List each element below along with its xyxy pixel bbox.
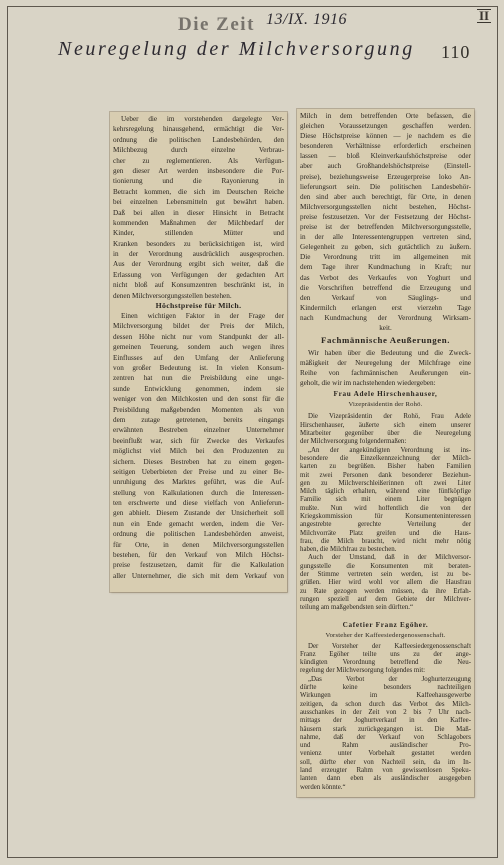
article-paragraph xyxy=(300,111,471,333)
right-column-clipping xyxy=(297,109,474,797)
article-line: dürfte keine besonders nachteiligen xyxy=(300,684,471,692)
article-line: die Vorschriften betreffend die Erzeugung und xyxy=(300,283,471,292)
article-line: preise festzusetzen. Vor der Festsetzung der Höchst- xyxy=(300,212,471,221)
section-heading-price-caps: Höchstpreise für Milch. xyxy=(155,301,242,311)
article-line: zeitigen, da schon durch das Verbot des Milch- xyxy=(300,700,471,708)
article-line: dessen Höhe nicht nur vom Standpunkt der all- xyxy=(113,332,284,341)
article-line: nicht bloß auf Konsumzentren beschränkt ist, in xyxy=(113,281,284,290)
article-line: nach Kundmachung der Verordnung Wirksam- xyxy=(300,313,471,322)
article-line: dem Tage ihrer Kundmachung in Kraft; nur xyxy=(300,263,471,272)
article-line: aber auch Großhandelshöchstpreise (Einstell- xyxy=(300,162,471,171)
handwritten-date: 13/IX. 1916 xyxy=(266,11,348,28)
article-line: ordnung die politischen Landesbehörden anweist, xyxy=(113,530,284,539)
article-line: Wirkungen im Kaffeehausgewerbe xyxy=(300,692,471,700)
article-line: unruhigung des Marktes geführt, was die Auf- xyxy=(113,478,284,487)
right-intro-text xyxy=(300,348,471,388)
article-line: gungsstelle die Konsumenten mit beraten- xyxy=(300,562,471,570)
article-line: dem zutage getretenen, bereits eingangs xyxy=(113,415,284,424)
article-line: Aus der Verordnung ergibt sich weiter, daß die xyxy=(113,260,284,269)
article-line: häusern stark zurückgegangen ist. Die Maß- xyxy=(300,725,471,733)
article-line: den sind aber auch berechtigt, für Orte, in denen xyxy=(300,192,471,201)
article-line: besonderen Verhältnisse erforderlich erscheinen xyxy=(300,142,471,151)
statement-author-name: Cafetier Franz Egöher. xyxy=(342,620,429,629)
article-line: angestrebte gerechte Verteilung der xyxy=(300,521,471,529)
article-paragraph xyxy=(300,413,471,446)
article-line: Ueber die im vorstehenden dargelegte Ver- xyxy=(121,115,284,123)
article-line: Milchvorräte Platz greifen und die Haus- xyxy=(300,529,471,537)
article-line: sichern. Dieses Bestreben hat zu einem gegen- xyxy=(113,457,284,466)
statement-author-name: Frau Adele Hirschenhauser, xyxy=(333,390,438,399)
article-line: bei einzelnen Lebensmitteln gut bewährt haben. xyxy=(113,198,284,207)
article-line: kehrsregelung hinausgehend, ermächtigt die Ver- xyxy=(113,125,284,134)
article-line: lanten dann eben als ausländischer ausgegeben xyxy=(300,775,471,783)
newspaper-stamp: Die Zeit xyxy=(178,14,255,35)
article-line: Kinder, stillenden Mütter und xyxy=(113,229,284,238)
article-line: und Rahm ausländischer Pro- xyxy=(300,742,471,750)
article-line: ausschankes in der Zeit von 2 bis 7 Uhr nach- xyxy=(300,708,471,716)
article-line: gleichen Voraussetzungen geschaffen werden. xyxy=(300,122,471,131)
article-line: stellung von Kalkulationen durch die Interessen- xyxy=(113,488,284,497)
handwritten-title: Neuregelung der Milchversorgung xyxy=(58,38,415,60)
statement-author-role: Vorsteher der Kaffeesiedergenossenschaft. xyxy=(325,631,446,639)
article-line: Erlassung von Verfügungen der gedachten Art xyxy=(113,270,284,279)
statement-text xyxy=(300,643,471,792)
article-line: cher zu reglementieren. Als Verfügun- xyxy=(113,156,284,165)
article-line: kommenden Maßnahmen der Milchbedarf der xyxy=(113,218,284,227)
article-line: der Milchversorgung folgendermaßen: xyxy=(300,438,407,446)
article-line: mit zwei Personen dank besonderer Beziehun- xyxy=(300,471,471,479)
article-line: seitigen Ueberbieten der Preise und zu einer Be- xyxy=(113,467,284,476)
article-line: gen zu Milchverschleißerinnen oft zwei Liter xyxy=(300,479,471,487)
article-line: lassen — bloß Kleinverkaufshöchstpreise oder xyxy=(300,152,471,161)
article-line: teilung am maßgebendsten sein dürften.“ xyxy=(300,604,414,612)
article-line: möglichst viel Milch bei den Produzenten zu xyxy=(113,447,284,456)
article-line: für Orte, in denen Milchversorgungsstellen xyxy=(113,540,284,549)
article-line: Diese Höchstpreise können — je nachdem es die xyxy=(300,132,471,141)
article-line: bestehen, für den Verkauf von Milch Höchst- xyxy=(113,551,284,560)
article-line: keit. xyxy=(379,323,392,332)
article-line: erwähnten Bestreben einzelner Unternehmer xyxy=(113,426,284,435)
article-line: Daß bei allen in dieser Hinsicht in Betracht xyxy=(113,208,284,217)
article-line: gen dieser Art werden insbesondere die Por- xyxy=(113,166,284,175)
article-line: soll, dürfte eher von Nachteil sein, da im In- xyxy=(300,758,471,766)
article-line: preise ist der betreffenden Milchversorgungsstelle, xyxy=(300,223,471,232)
article-line: Franz Egöher teilte uns zu der ange- xyxy=(300,650,471,658)
volume-mark: II xyxy=(479,8,490,23)
article-line: Wir haben über die Bedeutung und die Zweck- xyxy=(308,349,471,358)
article-line: Betracht kommen, die sich im Deutschen Reiche xyxy=(113,187,284,196)
article-line: preise festzusetzen, damit für die Kalkulation xyxy=(113,561,284,570)
article-paragraph xyxy=(300,348,471,388)
article-line: zu Rate gezogen werden müssen, da ihre Erfah- xyxy=(300,587,471,595)
article-line: zentren hat nun die Preisbildung eine unge- xyxy=(113,374,284,383)
article-line: rungen speziell auf dem Gebiete der Milchver- xyxy=(300,595,471,603)
article-line: Mitarbeiter gegenüber über die Neuregelung xyxy=(300,430,471,438)
article-line: grüßen. Hier wird wohl vor allem die Hausfrau xyxy=(300,579,471,587)
article-line: „An der angekündigten Verordnung ist ins- xyxy=(308,446,471,454)
article-line: ten erschwerte und diese vielfach von Anlieferun- xyxy=(113,499,284,508)
article-line: venienz unter Vorbehalt gestattet werden xyxy=(300,750,471,758)
article-line: Kindermilch erlangen erst vierzehn Tage xyxy=(300,303,471,312)
article-line: ordnung die politischen Landesbehörden, den xyxy=(113,135,284,144)
left-column-clipping xyxy=(110,112,287,592)
article-line: Der Vorsteher der Kaffeesiedergenossenschaft xyxy=(308,642,471,650)
article-line: Einen wichtigen Faktor in der Frage der xyxy=(121,312,284,321)
article-line: karten zu begrüßen. Bisher haben Familien xyxy=(300,463,471,471)
article-line: Einflusses auf den Umfang der Anlieferung xyxy=(113,353,284,362)
article-line: geholt, die wir im nachstehenden wiedergeben: xyxy=(300,379,436,388)
article-line: den Verkauf von Säuglings- und xyxy=(300,293,471,302)
article-paragraph xyxy=(300,643,471,676)
article-line: Die Vizepräsidentin der Rohö, Frau Adele xyxy=(308,413,471,421)
article-line: Kriegskommission für Konsumenteninteressen xyxy=(300,513,471,520)
article-line: nun ein Ende gemacht werden, indem die Ver- xyxy=(113,519,284,528)
article-line: haben, die Milchfrau zu bestechen. xyxy=(300,546,397,554)
article-line: sunde Entwicklung genommen, indem sie xyxy=(113,384,284,393)
article-line: tionierung und die Rayonierung in xyxy=(113,177,284,186)
article-line: Gelegenheit zu geben, sich gutächtlich zu äußern. xyxy=(300,243,471,252)
article-line: der Stimme vertreten sein werden, ist zu be- xyxy=(300,571,471,579)
article-line: land erzeugter Rahm von gewissenlosen Speku- xyxy=(300,767,471,775)
article-line: gen abhielt. Diesem Zustande der Unsicherheit soll xyxy=(113,509,284,518)
article-line: Die Verordnung tritt im allgemeinen mit xyxy=(300,253,471,262)
article-line: Kranken besonders zu berücksichtigen ist, wird xyxy=(113,239,284,248)
article-line: regelung der Milchversorgung folgendes mit: xyxy=(300,667,426,675)
left-text-after-heading xyxy=(113,311,284,581)
article-line: „Das Verbot der Joghurterzeugung xyxy=(308,675,471,683)
article-line: frau, die Milch braucht, wird nicht mehr nötig xyxy=(300,537,471,545)
article-line: in der Verordnung ausdrücklich ausgesprochen. xyxy=(113,250,284,259)
article-line: mäßigkeit der Neuregelung der Milchfrage eine xyxy=(300,359,471,368)
article-line: gemeinen Teuerung, sondern auch wegen ihres xyxy=(113,343,284,352)
article-line: kündigten Verordnung betreffend die Neu- xyxy=(300,659,471,667)
statement-author-role: Vizepräsidentin der Rohö. xyxy=(348,401,423,409)
article-line: Reihe von fachmännischen Aeußerungen ein- xyxy=(300,369,471,378)
article-line: aller Unternehmer, die sich mit dem Verkauf von xyxy=(113,571,284,580)
article-line: mußte. Nun wird hoffentlich die von der xyxy=(300,504,471,512)
article-line: Milch täglich erhalten, während eine fünfköpfige xyxy=(300,488,471,496)
article-paragraph xyxy=(300,676,471,792)
article-paragraph xyxy=(113,114,284,301)
article-line: werden könnte.“ xyxy=(300,783,346,791)
article-paragraph xyxy=(300,554,471,612)
article-paragraph xyxy=(113,311,284,581)
article-line: Milchbezug durch einzelne Verbrau- xyxy=(113,146,284,155)
article-line: von großer Bedeutung ist. In vielen Konsum- xyxy=(113,363,284,372)
article-line: Milch in dem betreffenden Orte befassen, die xyxy=(300,112,471,120)
left-text-before-heading xyxy=(113,114,284,301)
article-line: Familie sich mit einem Liter begnügen xyxy=(300,496,471,504)
right-text-continued xyxy=(300,111,471,333)
page-number: 110 xyxy=(441,42,471,62)
article-line: in der alle Interessentengruppen vertreten sind, xyxy=(300,233,471,242)
article-line: lieferungsort sein. Die politischen Landesbehör- xyxy=(300,182,471,191)
article-line: Preisbildung maßgebenden Momenten als von xyxy=(113,405,284,414)
article-line: preise), beziehungsweise Erzeugerpreise loko An- xyxy=(300,172,471,181)
article-line: Milchversorgungsstellen nicht bestehen, Höchst- xyxy=(300,202,471,211)
article-line: beeinflußt war, sich für Zwecke des Verkaufes xyxy=(113,436,284,445)
article-line: Milchversorgung bildet der Preis der Milch, xyxy=(113,322,284,331)
article-line: Auch der Umstand, daß in der Milchversor- xyxy=(308,554,471,562)
article-line: denen Milchversorgungsstellen bestehen. xyxy=(113,291,232,300)
article-line: nahme, daß der Verkauf von Schlagobers xyxy=(300,733,471,741)
article-line: das Verbot des Verkaufes von Yoghurt und xyxy=(300,273,471,282)
article-line: weniger von den Milchkosten und den sonst für die xyxy=(113,395,284,404)
article-line: besondere die Einzelkennzeichnung der Milch- xyxy=(300,454,471,462)
section-heading-expert-opinions: Fachmännische Aeußerungen. xyxy=(321,335,450,346)
article-paragraph xyxy=(300,447,471,555)
statement-text xyxy=(300,413,471,612)
article-line: mittags der Joghurtverkauf in den Kaffee- xyxy=(300,717,471,725)
article-line: Hirschenhauser, äußerte sich einem unserer xyxy=(300,421,471,429)
